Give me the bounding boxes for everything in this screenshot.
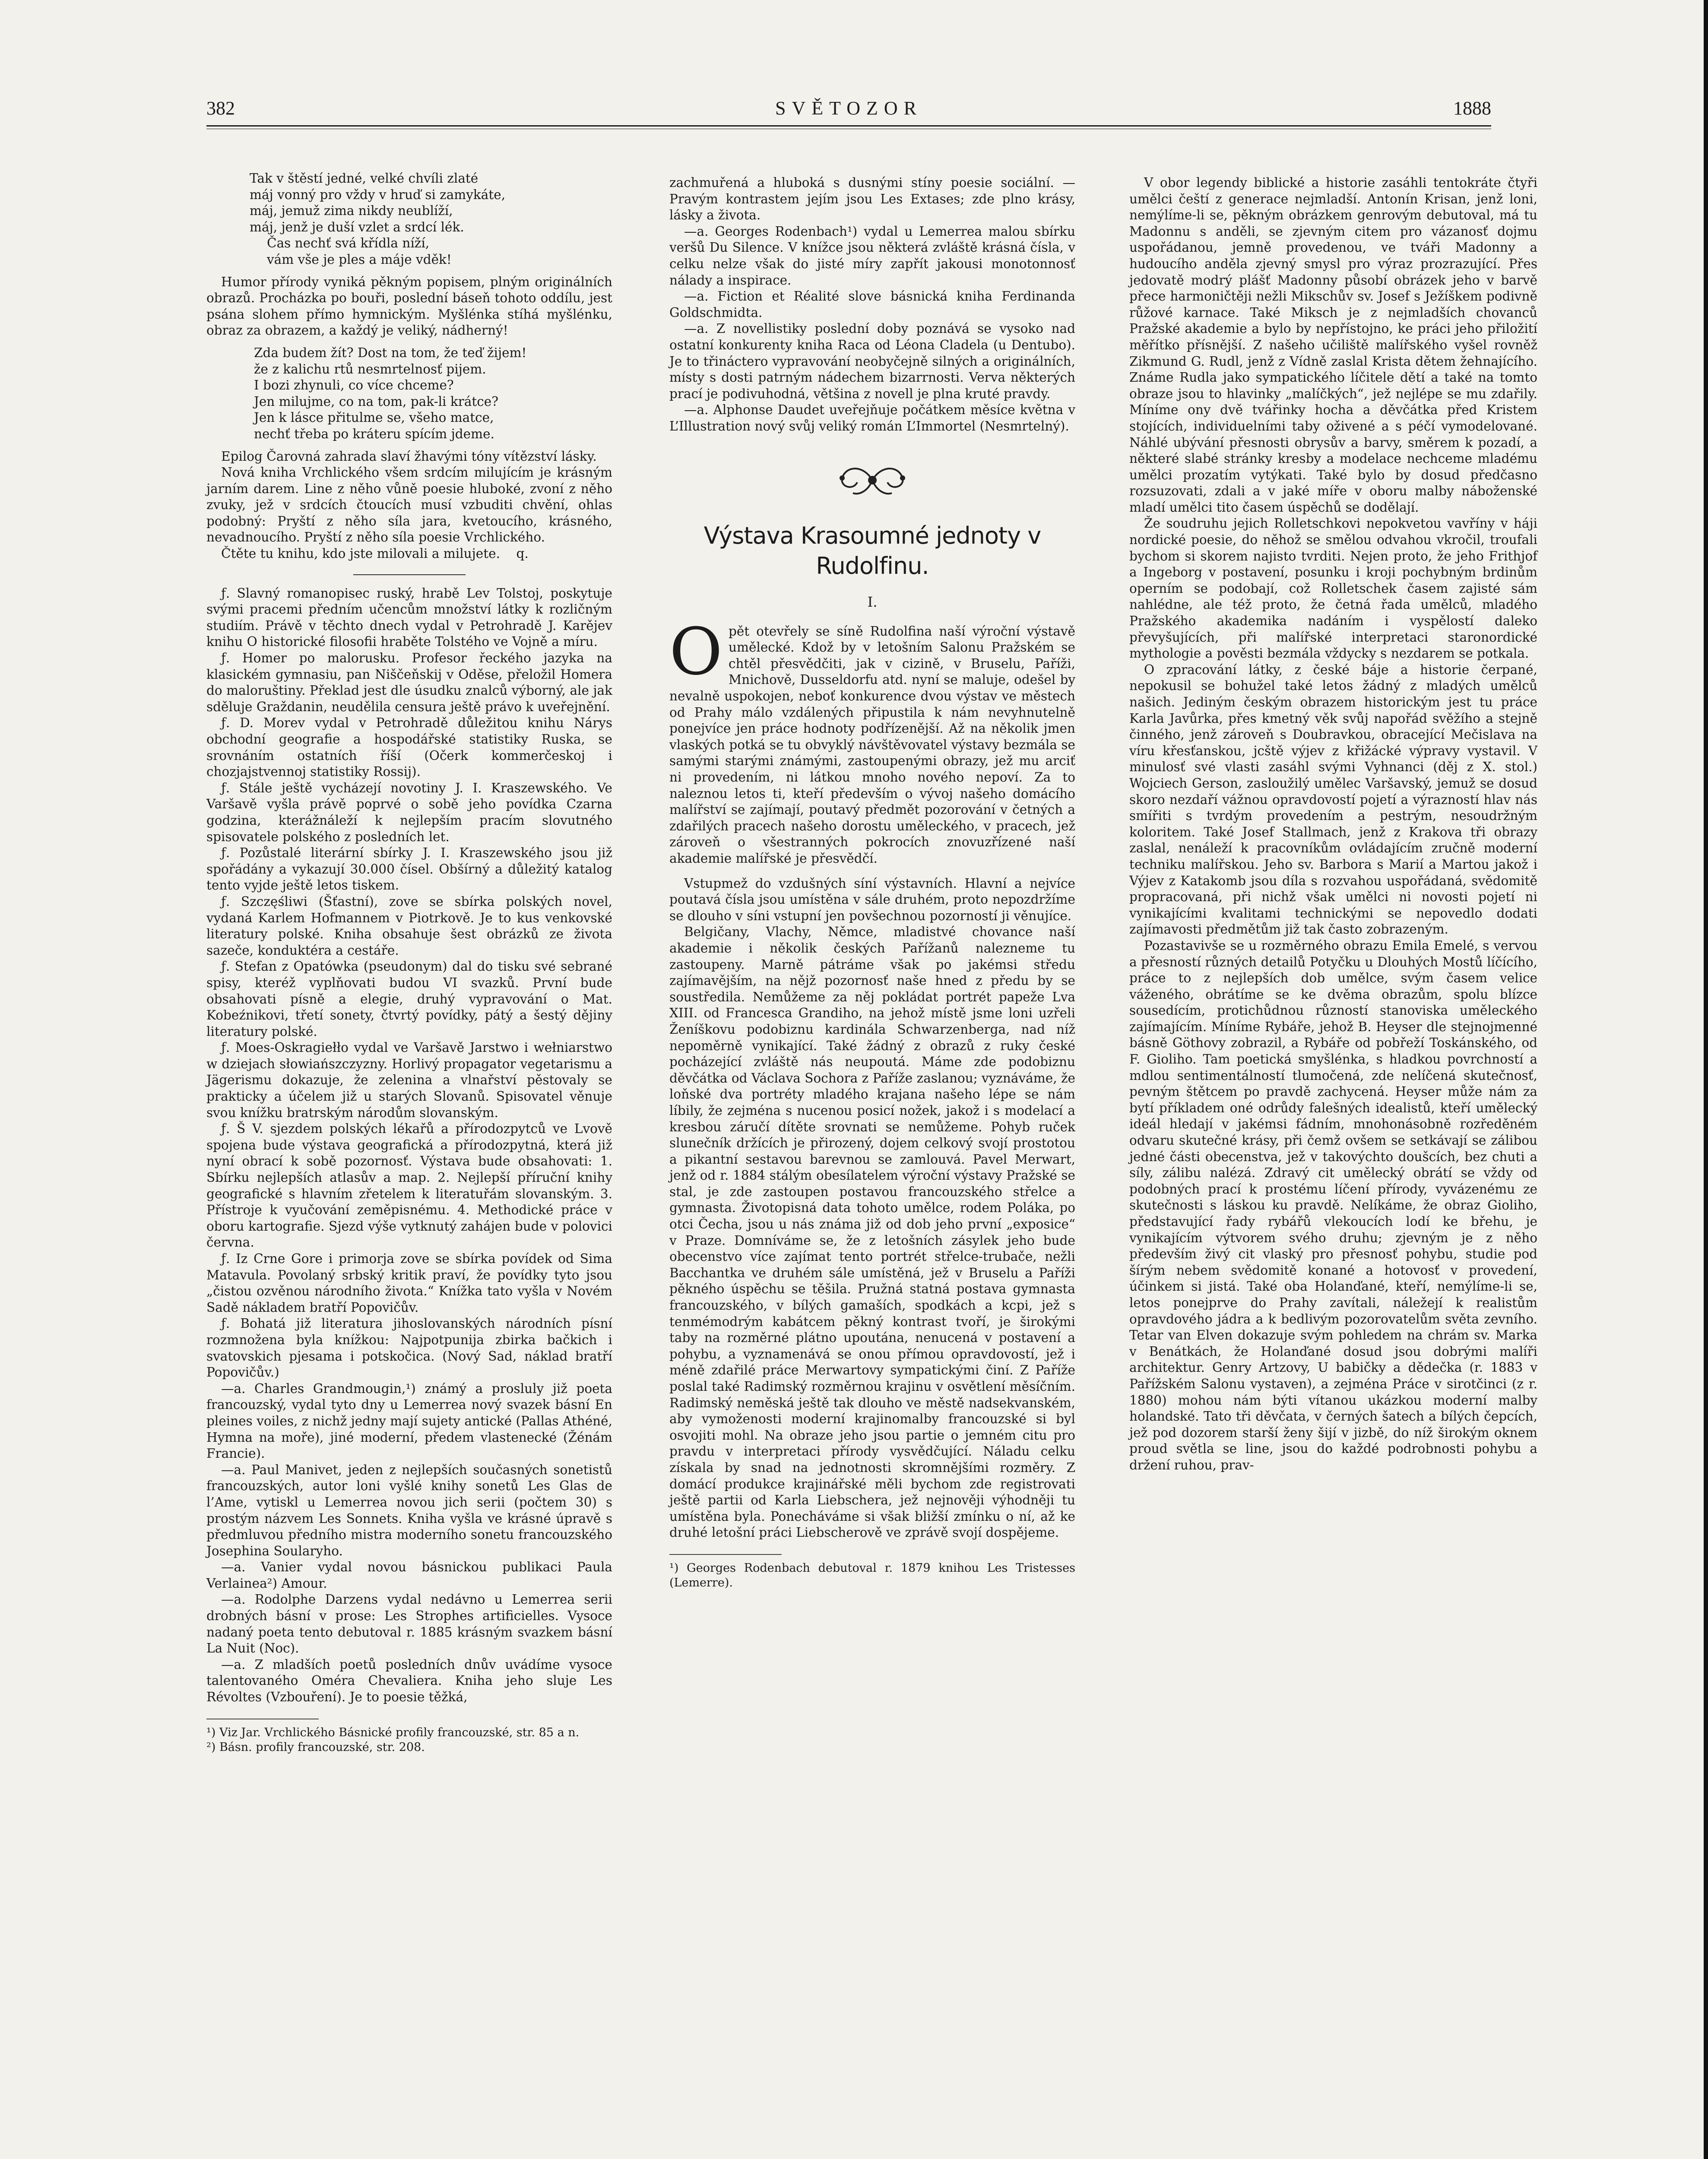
poem-line: Jen k lásce přitulme se, všeho matce, (254, 410, 494, 425)
footnote: ¹) Georges Rodenbach debutoval r. 1879 knihou Les Tristesses (Lemerre). (669, 1561, 1075, 1589)
news-item: —a. Charles Grandmougin,¹) známý a prosluly již poeta francouzský, vydal tyto dny u Lemerrea nový svazek básní En pleines voiles, z nichž jedny mají sujety antické (Pallas Athéné, Hymna na moře), jiné moderní, předem vlastenecké (Žénám Francie). (206, 1381, 612, 1461)
news-item: —a. Fiction et Réalité slove básnická kniha Ferdinanda Goldschmidta. (669, 289, 1075, 320)
news-item: ƒ. Szczęśliwi (Šťastní), zove se sbírka polských novel, vydaná Karlem Hofmannem v Piotrkově. Je to kus venkovské literatury polské. Kniha obsahuje šest obrázků ze života sazeče, konduktéra a cestáře. (206, 894, 612, 958)
news-item: —a. Z novellistiky poslední doby poznává se vysoko nad ostatní konkurenty kniha Raca od Léona Cladela (u Dentubo). Je to třináctero vypravování neobyčejně silných a originálních, místy s dosti patrným nádechem bizarrnosti. Verva některých prací je podivuhodná, většina z novell je plna kruté pravdy. (669, 321, 1075, 401)
paragraph: Pozastavivše se u rozměrného obrazu Emila Emelé, s vervou a přesností různých detailů Potyčku u Dlouhých Mostů líčícího, práce to z nejlepších dob umělce, svým časem velice váženého, obrátíme se ke dvěma obrazům, spolu blízce sousedícím, protichůdnou růzností stanoviska uměleckého zajímajícím. Míníme Rybáře, jehož B. Heyser dle stejnojmenné básně Göthovy zobrazil, a Rybáře od pobřeží Toskánského, od F. Gioliho. Tam poetická smyšlénka, s hladkou povrchností a mdlou sentimentálností tlumočená, zde nelíčená skutečnosť, pevným štětcem po pravdě zachycená. Heyser může nám za bytí příkladem oné odrůdy falešných idealistů, kteří umělecký ideál hledají v jakémsi fádním, mnohonásobně rozředěném odvaru skutečné krásy, při čemž ovšem se setkávají se zálibou jedné části obecenstva, jež v takovýchto doušcích, bez chuti a síly, zálibu nalézá. Zdravý cit umělecký obrátí se vždy od podobných prací k prostému líčení přírody, vyvázenému ze skutečnosti s láskou ku pravdě. Nelíkáme, že obraz Gioliho, představující řady rybářů vlekoucích lodí ke břehu, je vynikajícím výtvorem svého druhu; zjevným je z něho především živý cit vlaský pro přesnosť pohybu, studie pod šírým nebem svědomitě konané a hotovosť v provedení, účinkem si jistá. Také oba Holanďané, kteří, nemýlíme-li se, letos ponejprve do Prahy zavítali, náležejí k realistům opravdového jádra a k bedlivým pozorovatelům světa zevního. Tetar van Elven dokazuje svým pohledem na chrám sv. Marka v Benátkách, že Holanďané dosud jsou dobrými malíři architektur. Genry Artzovy, U babičky a dědečka (r. 1883 v Pařížském Salonu vystaven), a zejména Práce v sirotčinci (z r. 1880) mohou nám býti vítanou ukázkou moderní malby holandské. Tato tři děvčata, v černých šatech a bílých čepcích, jež pod dozorem starší ženy šijí v jizbě, do níž širokým oknem proud světla se line, jsou do každé podrobnosti pohybu a držení ruhou, prav- (1129, 938, 1537, 1472)
footnote: ²) Básn. profily francouzské, str. 208. (206, 1740, 425, 1754)
news-item: ƒ. Bohatá již literatura jihoslovanských národních písní rozmnožena byla knížkou: Najpotpunija zbirka bačkich i svatovskich pjesama i potskočica. (Nový Sad, náklad bratří Popovičův.) (206, 1316, 612, 1380)
paragraph: Epilog Čarovná zahrada slaví žhavými tóny vítězství lásky. (221, 449, 597, 464)
poem-line: vám vše je ples a máje vděk! (267, 252, 452, 267)
scan-edge (1704, 0, 1708, 2159)
paragraph: O zpracování látky, z české báje a historie čerpané, nepokusil se bohužel také letos žádný z mladých umělců našich. Jediným českým obrazem historickým jest tu práce Karla Javůrka, přes kmetný věk svůj napořád svěžího a stejně činného, jenž zároveň s Doubravkou, obracející Mečislava na víru křesťanskou, jcště výjev z křižácké výpravy vystavil. V minulosť své vlasti zasáhl svými Vyhnanci (děj z X. stol.) Wojciech Gerson, zasloužilý umělec Varšavský, jemuž se dosud skoro nezdaří vážnou opravdovostí pojetí a výrazností hlav nás smířiti s tvrdým provedením a pestrým, nesoudržným koloritem. Také Josef Stallmach, jenž z Krakova tři obrazy zaslal, nenáleží k pracovníkům ovládajícím zručně moderní techniku malířskou. Jeho sv. Barbora s Marií a Martou jakož i Výjev z Katakomb jsou díla s rozvahou uspořádaná, svědomitě propracovaná, při nichž však umělci ni novosti pojetí ni vynikajícími kvalitami technickými se nepovedlo dodati zajímavosti předmětům již tak často zobrazeným. (1129, 662, 1537, 937)
paragraph (206, 546, 612, 562)
signature: q. (516, 546, 529, 561)
paragraph: Vstupmež do vzdušných síní výstavních. Hlavní a nejvíce poutavá čísla jsou umístěna v sále druhém, proto nepozdržíme se dlouho v síni vstupní jen povšechnou pozorností ji věnujíce. (669, 876, 1075, 923)
news-item: ƒ. Stále ještě vycházejí novotiny J. I. Kraszewského. Ve Varšavě vyšla právě poprvé o sobě jeho povídka Czarna godzina, kterážnáleží k nejlepším pracím slovutného spisovatele polského z posledních let. (206, 780, 612, 844)
news-item: —a. Rodolphe Darzens vydal nedávno u Lemerrea serii drobných básní v prose: Les Strophes artificielles. Vysoce nadaný poeta tento debutoval r. 1885 krásným svazkem básní La Nuit (Noc). (206, 1592, 612, 1656)
news-item: —a. Alphonse Daudet uveřejňuje počátkem měsíce května v L’Illustration nový svůj veliký román L’Immortel (Nesmrtelný). (669, 402, 1075, 434)
news-item: —a. Vanier vydal novou básnickou publikaci Paula Verlainea²) Amour. (206, 1560, 612, 1591)
poem-line: nechť třeba po kráteru spícím jdeme. (254, 426, 494, 441)
paragraph: V obor legendy biblické a historie zasáhli tentokráte čtyři umělci čeští z generace nejmladší. Antonín Krisan, jenž loni, nemýlíme-li se, pěkným obrázkem genrovým debutoval, má tu Madonnu s anděli, se zjevným citem pro vázanosť dojmu uspořádanou, jemně provedenou, ve tváři Madonny a hudoucího anděla zjevný smysl pro výraz prozrazující. Přes jedovatě modrý plášť Madonny působí obrázek jeho v barvě přece harmoničtěji nežli Mikschův sv. Josef s Ježíškem podivně růžové karnace. Také Miksch je z nejmladších chovanců Pražské akademie a bylo by nepřístojno, ke práci jeho přiložití měřítko přísnější. Z našeho učiliště malířského vyšel rovněž Zikmund G. Rudl, jenž z Vídně zaslal Krista dětem žehnajícího. Známe Rudla jako sympatického líčitele dětí a také na tomto obraze jsou to hlavinky „malíčkých“, jež nejlépe se mu zdařily. Míníme ony dvě tvářinky hocha a děvčátka před Kristem stojících, individuelními taby oživené a s péčí vymodelované. Náhlé ubývání přesnosti obrysův a barvy, směrem k pozadí, a některé slabé stránky kresby a modelace nechceme mladému umělci prozatím vytýkati. Také bylo by dosud předčasno rozsuzovati, zdali a v jaké míře v oboru malby náboženské mladí umělci tito časem úspěchů se dodělají. (1129, 175, 1537, 515)
news-item: —a. Paul Manivet, jeden z nejlepších současných sonetistů francouzských, autor loni vyšlé knihy sonetů Les Glas de l’Ame, vytiskl u Lemerrea novou jich serii (počtem 30) s prostým názvem Les Sonnets. Kniha vyšla ve krásné úpravě s předmluvou předního mistra moderního sonetu francouzského Josephina Soularyho. (206, 1462, 612, 1558)
news-item: —a. Z mladších poetů posledních dnův uvádíme vysoce talentovaného Oméra Chevaliera. Kniha jeho sluje Les Révoltes (Vzbouření). Je to poesie těžká, (206, 1657, 612, 1705)
footnote-rule (669, 1554, 782, 1555)
poem-line: máj, jenž je duší vzlet a srdcí lék. (250, 219, 464, 234)
intro-text: pět otevřely se síně Rudolfina naší výroční výstavě umělecké. Kdož by v letošním Salonu Pražském se chtěl přesvědčiti, jak v cizině, v Bruselu, Paříži, Mnichově, Dusseldorfu atd. nyní se maluje, odešel by nevalně uspokojen, neboť konkurence dvou výstav ve městech od Prahy málo vzdálených připustila k nám nevyhnutelně ponejvíce jen práce hodnoty podřízenější. Až na několik jmen vlaských potká se tu obvyklý návštěvovatel výstavy bezmála se samými starými známými, zastoupenými obrazy, jež mu arciť ni provedením, ni látkou mnoho nového nepoví. Za to naleznou letos ti, kteří především o vývoj našeho domácího malířství se zajímají, poutavý předmět pozorování v četných a zdařilých pracech našeho dorostu uměleckého, v pracech, jež zároveň o všestranných pokrocích znovuzřízené naší akademie malířské je přesvědčí. (669, 624, 1075, 866)
journal-title: SVĚTOZOR (775, 98, 922, 119)
news-item: ƒ. Iz Crne Gore i primorja zove se sbírka povídek od Sima Matavula. Povolaný srbský kritik praví, že povídky tyto jsou „čistou ozvěnou národního života.“ Knížka tato vyšla v Novém Sadě nákladem bratří Popovičův. (206, 1251, 612, 1315)
paragraph: Humor přírody vyniká pěkným popisem, plným originálních obrazů. Procházka po bouři, poslední báseň tohoto oddílu, jest psána slohem přímo hymnickým. Myšlénka stíhá myšlénku, obraz za obrazem, a každý je veliký, nádherný! (206, 274, 612, 338)
news-item: ƒ. Pozůstalé literární sbírky J. I. Kraszewského jsou již spořádány a vykazují 30.000 čísel. Obšírný a důležitý katalog tento vyjde ještě letos tiskem. (206, 845, 612, 893)
poem-line: Čas nechť svá křídla níží, (267, 236, 430, 251)
news-item: ƒ. Moes-Oskragiełło vydal ve Varšavě Jarstwo i wełniarstwo w dziejach słowiańszczyzny. Horlivý propagator vegetarismu a Jägerismu dokazuje, že zelenina a vlnařství pěstovaly se prakticky a účelem již u starých Slovanů. Spisovatel věnuje svou knížku bratrským národům slovanským. (206, 1040, 612, 1120)
news-item: ƒ. Stefan z Opatówka (pseudonym) dal do tisku své sebrané spisy, kteréž vyplňovati budou VI svazků. První bude obsahovati písně a elegie, druhý vypravování o Mat. Kobeźnikovi, třetí sonety, čtvrtý povídky, pátý a šestý dějiny literatury polské. (206, 959, 612, 1039)
ornament-icon (833, 461, 911, 500)
poem-line: Tak v štěstí jedné, velké chvíli zlaté (250, 171, 478, 186)
part-number: I. (867, 594, 878, 611)
poem-line: že z kalichu rtů nesmrtelnosť pijem. (254, 361, 486, 377)
news-item: ƒ. Slavný romanopisec ruský, hrabě Lev Tolstoj, poskytuje svými pracemi předním učencům množství látky k rozličným studiím. Právě v těchto dnech vydal v Petrohradě J. Karějev knihu O historické filosofii hraběte Tolstého ve Vojně a míru. (206, 586, 612, 649)
year: 1888 (1453, 98, 1491, 119)
section-divider (353, 574, 466, 575)
column-1 (206, 171, 612, 1755)
running-header (206, 97, 1491, 123)
paragraph: Nová kniha Vrchlického všem srdcím milujícím je krásným jarním darem. Line z něho vůně poesie hluboké, zvoní z něho zvuky, jež v srdcích čtoucích musí vzbuditi chvění, ohlas podobný: Pryští z něho síla jara, kvetoucího, krásného, nevadnoucího. Pryští z něho síla poesie Vrchlického. (206, 465, 612, 545)
poem-line: máj vonný pro vždy v hruď si zamykáte, (250, 187, 506, 202)
news-item: zachmuřená a hluboká s dusnými stíny poesie sociální. — Pravým kontrastem jejím jsou Les Extases; zde plno krásy, lásky a života. (669, 175, 1075, 223)
drop-cap: O (669, 614, 722, 690)
column-3 (1129, 175, 1537, 1474)
news-item: ƒ. Homer po malorusku. Profesor řeckého jazyka na klasickém gymnasiu, pan Niščeňskij v Oděse, přeložil Homera do maloruštiny. Překlad jest dle úsudku znalců výborný, ale jak sděluje Graždanin, neudělila censura ještě právo k uveřejnění. (206, 651, 612, 714)
poem-line: Jen milujme, co na tom, pak-li krátce? (254, 394, 499, 409)
paragraph-text: Čtěte tu knihu, kdo jste milovali a milujete. (221, 546, 500, 561)
poem-line: I bozi zhynuli, co více chceme? (254, 378, 454, 393)
poem-line: Zda budem žít? Dost na tom, že teď žijem! (254, 345, 527, 360)
news-item: ƒ. Š V. sjezdem polských lékařů a přírodozpytců ve Lvově spojena bude výstava geografická a přírodozpytná, která již nyní obrací k sobě pozornosť. Výstava bude obsahovati: 1. Sbírku nejlepších atlasův a map. 2. Nejlepší příruční knihy geografické s hlavním zřetelem k literatuřám slovanským. 3. Přístroje k vyučování zeměpisnému. 4. Methodické práce v oboru kartografie. Sjezd výše vytknutý zahájen bude v polovici června. (206, 1121, 612, 1250)
page-number: 382 (206, 98, 235, 119)
ornament (669, 461, 1075, 504)
article-heading: Výstava Krasoumné jednoty v Rudolfinu. (703, 522, 1041, 580)
paragraph: Že soudruhu jejich Rolletschkovi nepokvetou vavříny v háji nordické poesie, do něhož se smělou odvahou vkročil, troufali bychom si skorem najisto tvrditi. Nejen proto, že jeho Frithjof a Ingeborg v postavení, posunku i kroji pochybným brdinům operním se podobají, což Rolletschek časem zajisté sám nahlédne, ale též proto, že četná řada umělců, mladého Pražského akademika nadáním i vyspělostí daleko převyšujících, při malířské interpretaci staronordické mythologie a pověsti bezmála vždycky s nezdarem se potkala. (1129, 516, 1537, 661)
footnote: ¹) Viz Jar. Vrchlického Básnické profily francouzské, str. 85 a n. (206, 1725, 580, 1739)
news-item: —a. Georges Rodenbach¹) vydal u Lemerrea malou sbírku veršů Du Silence. V knížce jsou některá zvláště krásná čísla, v celku nelze však do jisté míry zapřít jakousi monotonnosť nálady a inspirace. (669, 224, 1075, 288)
paragraph: Belgičany, Vlachy, Němce, mladistvé chovance naší akademie i několik českých Pařížanů nalezneme tu zastoupeny. Marně pátráme však po jakémsi středu zajímavějším, na nějž pozornosť naše hned z předu by se soustředila. Nemůžeme za něj pokládat portrét papeže Lva XIII. od Francesca Grandiho, na jehož místě jsme loni uzřeli Ženíškovu podobiznu kardinála Schwarzenberga, nad níž nepoměrně vynikající. Také žádný z obrazů z ruky české pocházející zvláště nás neupoutá. Máme zde podobiznu děvčátka od Václava Sochora z Paříže zaslanou; vyznáváme, že loňské dva portréty mladého krajana našeho lépe se nám líbily, že zejména s nucenou posicí nožek, jakož i s modelací a kresbou záručí dítěte srovnati se nemůžeme. Pohyb ruček slunečník držících je přirozený, dojem celkový svojí prostotou a pikantní sestavou barevnou se zamlouvá. Pavel Merwart, jenž od r. 1884 stálým obesílatelem výroční výstavy Pražské se stal, je zde zastoupen postavou francouzského střelce a gymnasta. Životopisná data tohoto umělce, rodem Poláka, po otci Čecha, jsou u nás známa již od dob jeho první „exposice“ v Praze. Domníváme se, že z letošních zásylek jeho bude obecenstvo více zajímat tento portrét střelce-trubače, nežli Bacchantka ve druhém sále umístěná, jež v Bruselu a Paříži pěkného úspěchu se těšila. Pružná statná postava gymnasta francouzského, v bílých gamaších, spodkách a kcpi, jež s tenmémodrým kabátcem pěkný kontrast tvoří, je širokými taby na rozměrné plátno upoutána, nenucená v postavení a pohybu, a vyznamenává se onou přímou opravdovostí, jež i méně zdařilé práce Merwartovy sympatickými činí. Z Paříže poslal také Radimský rozměrnou krajinu v osvětlení měsíčním. Radimský neměská ještě tak dlouho ve městě nadsekvanském, aby vymoženosti moderní krajinomalby francouzské si byl osvojiti mohl. Na obraze jeho jsou partie o jemném citu pro pravdu v interpretaci přírody vysvědčující. Náladu celku získala by snad na jednotnosti skromnějšími rozměry. Z domácí produkce krajinářské měli bychom zde registrovati ještě partii od Karla Liebschera, jež nejnověji výhodněji tu umístěna byla. Ponecháváme si však bližší zmínku o ní, až ke druhé letošní práci Liebscherově ve zprávě svojí dospějeme. (669, 924, 1075, 1540)
poem-line: máj, jemuž zima nikdy neublíží, (250, 203, 453, 218)
header-rule (206, 125, 1491, 127)
article-intro (669, 614, 1075, 867)
column-2 (669, 175, 1075, 1590)
news-item: ƒ. D. Morev vydal v Petrohradě důležitou knihu Nárys obchodní geografie a hospodářské statistiky Ruska, se srovnáním ostatních říší (Očerk kommerčeskoj i chozjajstvennoj statistiky Rossij). (206, 715, 612, 779)
